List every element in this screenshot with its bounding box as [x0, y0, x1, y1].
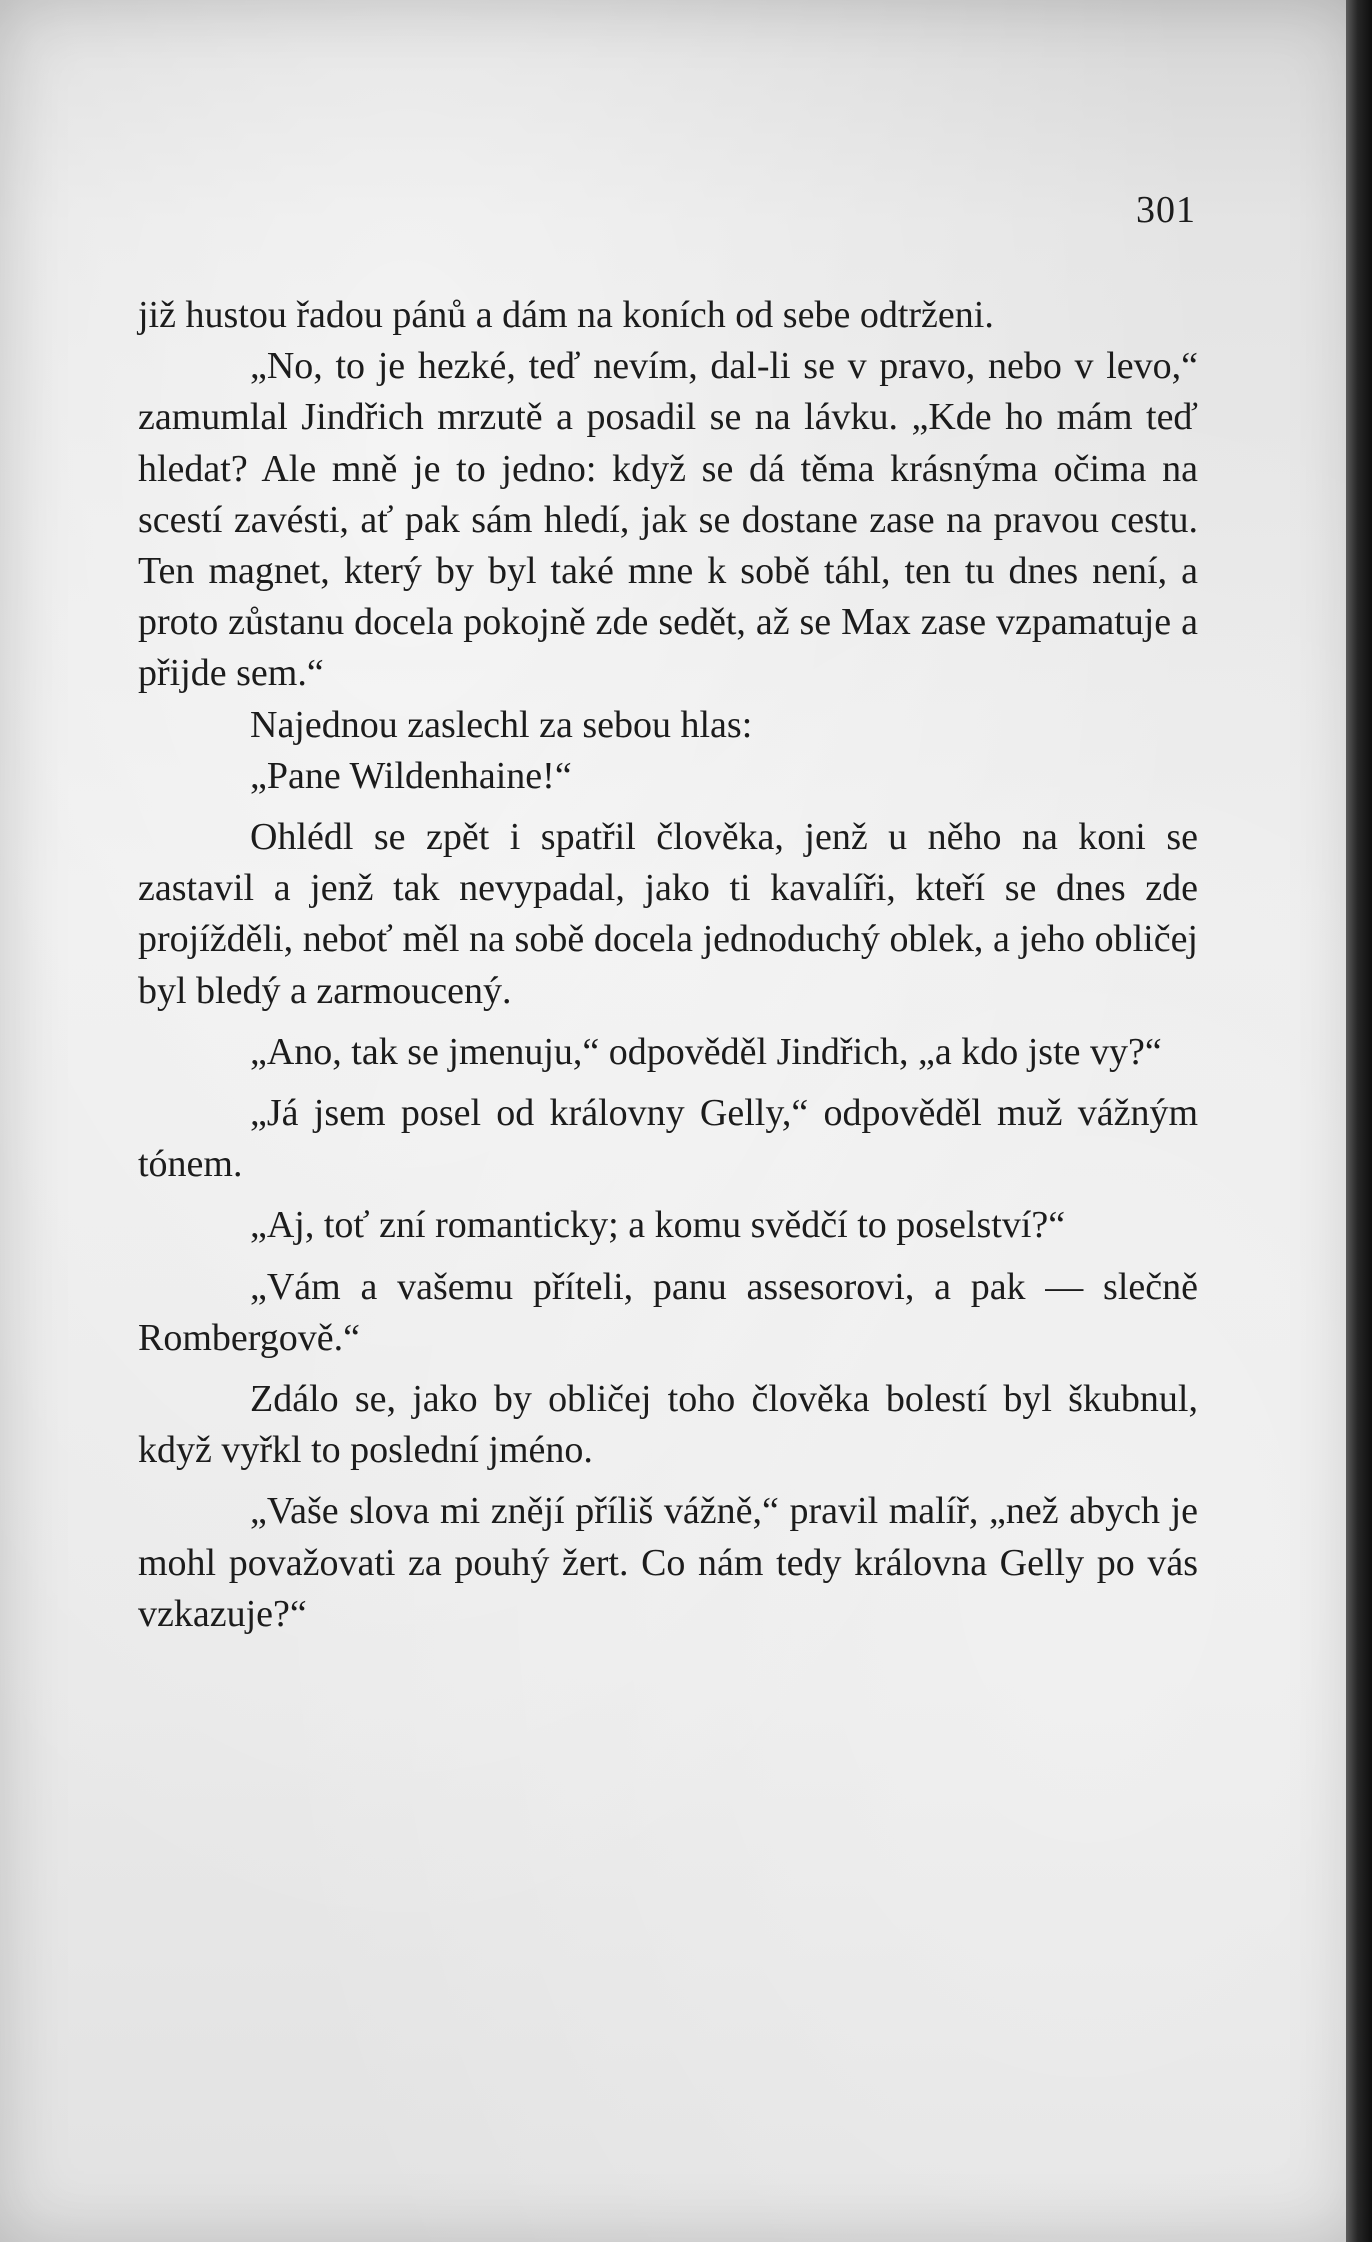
paragraph-1: již hustou řadou pánů a dám na koních od sebe odtrženi.: [138, 294, 994, 336]
page-edge-shadow: [1346, 0, 1372, 2242]
paragraph-8: „Aj, toť zní romanticky; a komu svědčí to poselství?“: [250, 1204, 1066, 1247]
paragraph-7: „Já jsem posel od královny Gelly,“ odpověděl muž vážným tónem.: [138, 1092, 1198, 1186]
paragraph-4: „Pane Wildenhaine!“: [250, 754, 572, 797]
paragraph-10: Zdálo se, jako by obličej toho člověka bolestí byl škubnul, když vyřkl to poslední jméno.: [138, 1378, 1198, 1472]
paragraph-9: „Vám a vašemu příteli, panu assesorovi, a pak — slečně Rombergově.“: [138, 1265, 1198, 1359]
paragraph-3: Najednou zaslechl za sebou hlas:: [250, 703, 753, 746]
paragraph-11: „Vaše slova mi znějí příliš vážně,“ pravil malíř, „než abych je mohl považovati za pouhý žert. Co nám tedy královna Gelly po vás vzkazuje?“: [138, 1490, 1198, 1635]
page-number: 301: [1136, 189, 1196, 231]
paragraph-2: „No, to je hezké, teď nevím, dal-li se v pravo, nebo v levo,“ zamumlal Jindřich mrzutě a posadil se na lávku. „Kde ho mám teď hledat? Ale mně je to jedno: když se dá těma krásnýma očima na scestí zavésti, ať pak sám hledí, jak se dostane zase na pravou cestu. Ten magnet, který by byl také mne k sobě táhl, ten tu dnes není, a proto zůstanu docela pokojně zde sedět, až se Max zase vzpamatuje a přijde sem.“: [138, 345, 1198, 695]
page-text: [138, 290, 1198, 1640]
paragraph-5: Ohlédl se zpět i spatřil člověka, jenž u něho na koni se zastavil a jenž tak nevypadal, jako ti kavalíři, kteří se dnes zde projížděli, neboť měl na sobě docela jednoduchý oblek, a jeho obličej byl bledý a zarmoucený.: [138, 816, 1198, 1012]
paragraph-6: „Ano, tak se jmenuju,“ odpověděl Jindřich, „a kdo jste vy?“: [250, 1030, 1162, 1073]
